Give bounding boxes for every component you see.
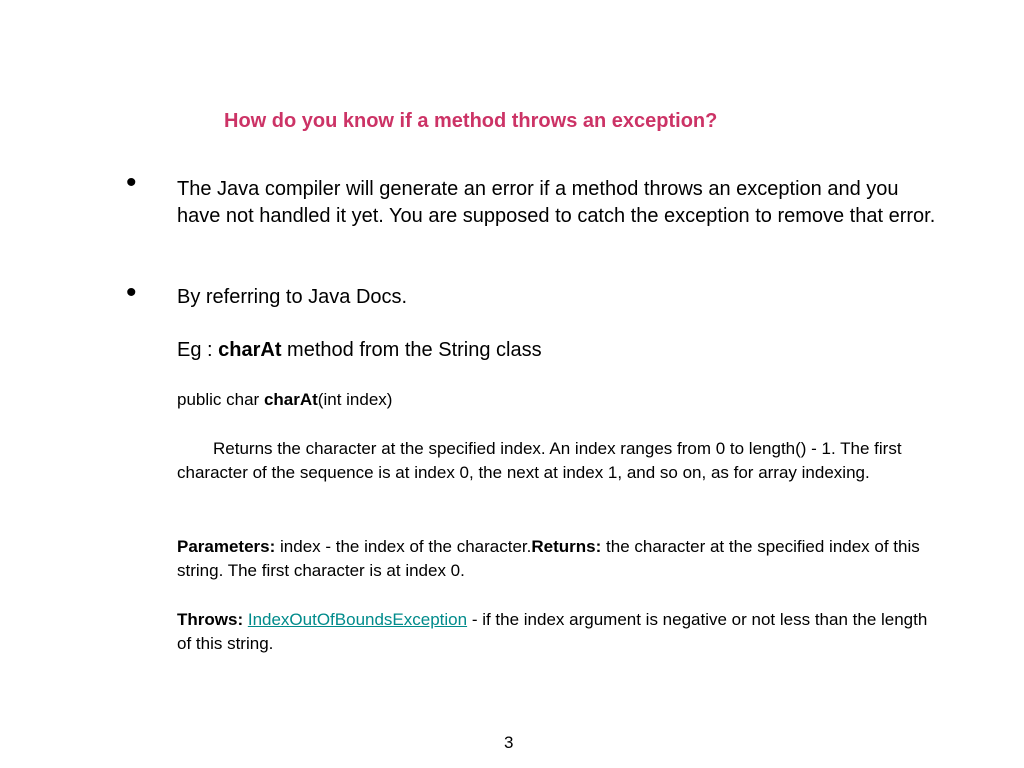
- bullet-item-compiler: The Java compiler will generate an error if a method throws an exception and you have not handled it yet. You are supposed to catch the exception to remove that error.: [177, 178, 936, 227]
- throws-block: [177, 608, 929, 656]
- throws-label: Throws:: [177, 610, 244, 629]
- parameters-block: [177, 535, 929, 583]
- bullet-point-icon: •: [126, 166, 137, 199]
- example-suffix: method from the String class: [281, 339, 542, 361]
- parameters-text: index - the index of the character.: [275, 537, 532, 556]
- method-description: Returns the character at the specified index. An index ranges from 0 to length() - 1. The first character of the sequence is at index 0, the next at index 1, and so on, as for array indexing.: [177, 439, 902, 482]
- method-signature: [177, 389, 392, 411]
- signature-suffix: (int index): [317, 390, 393, 409]
- exception-link[interactable]: IndexOutOfBoundsException: [247, 610, 468, 629]
- bullet-item-java-docs: By referring to Java Docs.: [177, 286, 408, 308]
- example-method-name: charAt: [218, 339, 282, 361]
- throws-text: - if the index argument is negative or not less than the length of this string.: [177, 610, 928, 653]
- returns-label: Returns:: [531, 537, 602, 556]
- example-prefix: Eg :: [177, 339, 219, 361]
- parameters-label: Parameters:: [177, 537, 276, 556]
- returns-text: the character at the specified index of this string. The first character is at index 0.: [177, 537, 920, 580]
- page-number: 3: [504, 733, 514, 752]
- example-line: [177, 337, 542, 364]
- slide-title: How do you know if a method throws an exception?: [224, 110, 718, 132]
- signature-method-name: charAt: [263, 390, 318, 409]
- bullet-point-icon: •: [126, 276, 137, 309]
- signature-prefix: public char: [177, 390, 264, 409]
